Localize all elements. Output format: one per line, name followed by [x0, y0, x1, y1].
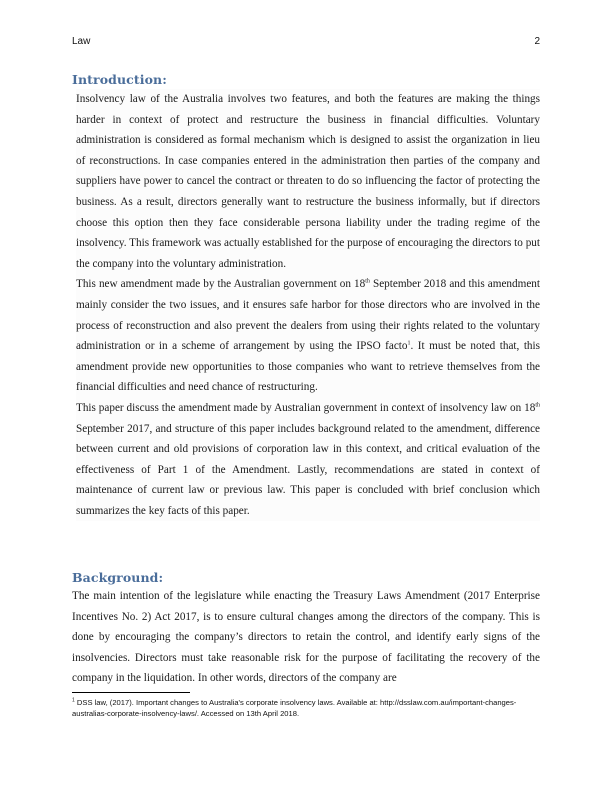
intro-paragraph-2: This new amendment made by the Australian government on 18th September 2018 and this amendment mainly consider the two issues, and it ensures safe harbor for those directors who are involved in the process of reconstruction and also prevent the dealers from using their rights related to the voluntary administration or in a scheme of arrangement by using the IPSO facto$^1$. It must be noted that, this amendment provide new opportunities to those companies who want to retrieve themselves from the financial difficulties and need chance of restructuring.: [76, 278, 540, 394]
intro-paragraph-1: Insolvency law of the Australia involves two features, and both the features are making the things harder in context of protect and restructure the business in financial difficulties. Voluntary administration is considered as formal mechanism which is designed to assist the organization in lieu of reconstructions. In case companies entered in the administration then parties of the company and suppliers have power to cancel the contract or threaten to do so influencing the factor of protecting the business. As a result, directors generally want to restructure the business informally, but if directors choose this option then they face considerable persona liability under the trading regime of the insolvency. This framework was actually established for the purpose of encouraging the directors to put the company into the voluntary administration.: [76, 93, 540, 270]
footnote-number: 1: [72, 697, 75, 704]
header-title: Law: [72, 36, 91, 47]
footnote-separator: [72, 692, 190, 693]
ordinal-suffix: th: [365, 278, 370, 285]
footnote-text: DSS law, (2017). Important changes to Australia's corporate insolvency laws. Available at: http://dsslaw.com.au/important-changes-australias-corporate-insolvency-laws/. Accessed on 13th April 2018.: [72, 698, 517, 718]
footnote-reference[interactable]: 1: [407, 340, 411, 347]
footnote-1: [72, 697, 542, 719]
background-body: [72, 586, 540, 689]
page-number: 2: [534, 36, 540, 47]
ordinal-suffix: th: [535, 402, 540, 409]
background-paragraph-1: The main intention of the legislature while enacting the Treasury Laws Amendment (2017 Enterprise Incentives No. 2) Act 2017, is to ensure cultural changes among the directors of the company. This is done by encouraging the company’s directors to retain the control, and identify early signs of the insolvencies. Directors must take reasonable risk for the purpose of facilitating the recovery of the company in the liquidation. In other words, directors of the company are: [72, 590, 540, 685]
page-header: [72, 36, 540, 50]
background-heading: Background:: [72, 570, 164, 585]
introduction-heading: Introduction:: [72, 72, 167, 87]
intro-paragraph-3: This paper discuss the amendment made by Australian government in context of insolvency law on 18th September 2017, and structure of this paper includes background related to the amendment, difference between current and old provisions of corporation law in this context, and critical evaluation of the effectiveness of Part 1 of the Amendment. Lastly, recommendations are stated in context of maintenance of current law or previous law. This paper is concluded with brief conclusion which summarizes the key facts of this paper.: [76, 401, 540, 517]
introduction-body: [76, 89, 540, 521]
